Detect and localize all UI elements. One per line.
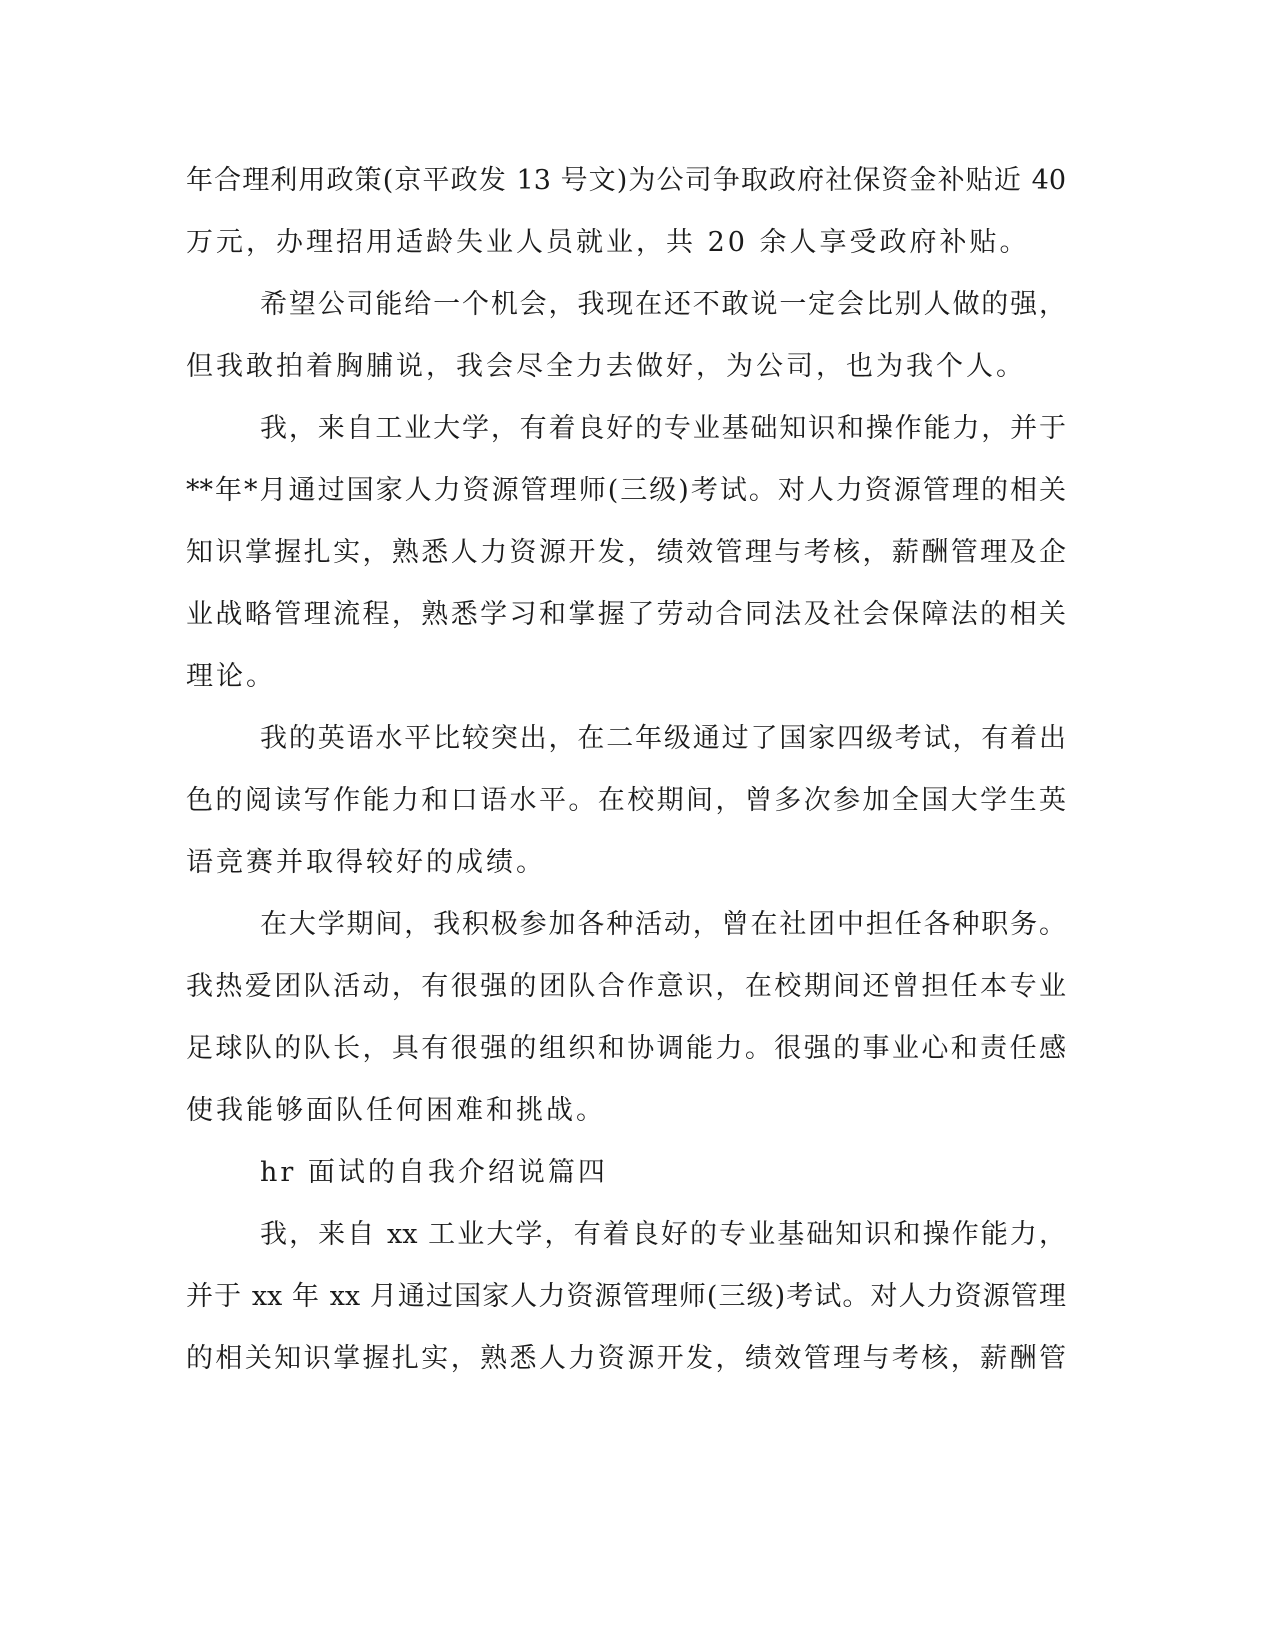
- text-line: 我热爱团队活动，有很强的团队合作意识，在校期间还曾担任本专业: [186, 971, 1066, 1002]
- text-line: 理论。: [186, 661, 276, 692]
- text-line: 并于 xx 年 xx 月通过国家人力资源管理师(三级)考试。对人力资源管理: [186, 1281, 1066, 1312]
- section-heading: hr 面试的自我介绍说篇四: [260, 1157, 608, 1188]
- text-line: 色的阅读写作能力和口语水平。在校期间，曾多次参加全国大学生英: [186, 785, 1066, 816]
- text-line: **年*月通过国家人力资源管理师(三级)考试。对人力资源管理的相关: [186, 475, 1066, 506]
- text-line: 知识掌握扎实，熟悉人力资源开发，绩效管理与考核，薪酬管理及企: [186, 537, 1066, 568]
- text-line: 语竞赛并取得较好的成绩。: [186, 847, 546, 878]
- text-line: 使我能够面队任何困难和挑战。: [186, 1095, 606, 1126]
- text-line: 业战略管理流程，熟悉学习和掌握了劳动合同法及社会保障法的相关: [186, 599, 1066, 630]
- text-line: 万元，办理招用适龄失业人员就业，共 20 余人享受政府补贴。: [186, 227, 1030, 258]
- text-line: 年合理利用政策(京平政发 13 号文)为公司争取政府社保资金补贴近 40: [186, 165, 1066, 196]
- text-line: 希望公司能给一个机会，我现在还不敢说一定会比别人做的强，: [260, 289, 1066, 320]
- document-body: [186, 162, 1066, 1402]
- text-line: 我，来自 xx 工业大学，有着良好的专业基础知识和操作能力，: [260, 1219, 1066, 1250]
- text-line: 的相关知识掌握扎实，熟悉人力资源开发，绩效管理与考核，薪酬管: [186, 1343, 1066, 1374]
- text-line: 在大学期间，我积极参加各种活动，曾在社团中担任各种职务。: [260, 909, 1066, 940]
- text-line: 足球队的队长，具有很强的组织和协调能力。很强的事业心和责任感: [186, 1033, 1066, 1064]
- text-line: 但我敢拍着胸脯说，我会尽全力去做好，为公司，也为我个人。: [186, 351, 1026, 382]
- text-line: 我，来自工业大学，有着良好的专业基础知识和操作能力，并于: [260, 413, 1066, 444]
- text-line: 我的英语水平比较突出，在二年级通过了国家四级考试，有着出: [260, 723, 1066, 754]
